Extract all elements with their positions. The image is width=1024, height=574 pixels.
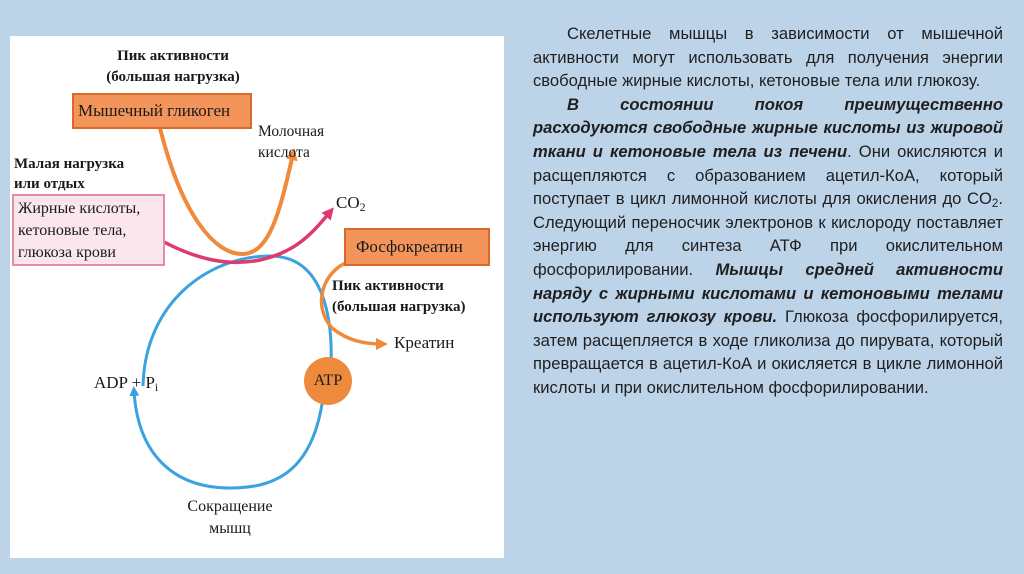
paragraph-2-part2: . Следующий переносчик электронов к кислороду поставляет энергию для синтеза АТФ при окислительном фосфорилировании.	[533, 189, 1003, 279]
muscle-contraction-label	[170, 496, 290, 540]
peak-right-line2: (большая нагрузка)	[332, 299, 466, 315]
blue-cycle-arc-upper	[143, 256, 331, 386]
adp-pi-label	[94, 373, 158, 393]
lactic-acid-label	[258, 121, 324, 163]
diagram-panel	[10, 36, 504, 558]
low-load-label	[14, 154, 124, 194]
peak-activity-label-top	[88, 46, 258, 88]
lactic-line2: кислота	[258, 144, 310, 161]
paragraph-2	[533, 93, 1003, 400]
adp-sub: i	[154, 380, 159, 394]
fuels-line3: глюкоза крови	[18, 244, 116, 261]
co2-subscript: 2	[991, 197, 999, 211]
fuels-line1: Жирные кислоты,	[18, 200, 141, 217]
blue-cycle-arc-lower	[134, 391, 322, 488]
fuels-line2: кетоновые тела,	[18, 222, 127, 239]
contraction-line2: мышц	[209, 520, 251, 537]
glycogen-box: Мышечный гликоген	[72, 93, 252, 129]
medium-activity-emphasis: Мышцы средней активности наряду с жирными кислотами и кетоновыми телами используют глюкозу крови.	[533, 259, 1003, 327]
peak-top-line2: (большая нагрузка)	[106, 69, 240, 85]
contraction-line1: Сокращение	[187, 498, 273, 515]
paragraph-2-part1: . Они окисляются и расщепляются с образованием ацетил-КоА, который поступает в цикл лимонной кислоты для окисления до CO	[533, 141, 1003, 209]
co2-main: CO	[336, 193, 360, 212]
fuels-box	[12, 194, 165, 266]
adp-main: ADP + P	[94, 373, 155, 392]
co2-sub: 2	[359, 200, 366, 214]
low-load-line1: Малая нагрузка	[14, 156, 125, 172]
creatine-label: Креатин	[394, 333, 455, 352]
explanation-text	[533, 22, 1003, 400]
paragraph-2-part3: Глюкоза фосфорилируется, затем расщепляется в ходе гликолиза до пирувата, который превращается в ацетил-КоА и окисляется в цикле лимонной кислоты и при окислительном фосфорилировании.	[533, 307, 1004, 397]
atp-node: ATP	[304, 357, 352, 405]
paragraph-1: Скелетные мышцы в зависимости от мышечной активности могут использовать для получения энергии свободные жирные кислоты, кетоновые тела или глюкозу.	[533, 24, 1003, 91]
low-load-line2: или отдых	[14, 176, 85, 192]
peak-activity-label-right	[332, 276, 466, 318]
peak-top-line1: Пик активности	[117, 48, 229, 64]
co2-label	[336, 193, 366, 213]
rest-state-emphasis: В состоянии покоя преимущественно расходуются свободные жирные кислоты из жировой ткани и кетоновые тела из печени	[533, 94, 1003, 161]
peak-right-line1: Пик активности	[332, 278, 444, 294]
phosphocreatine-box: Фосфокреатин	[344, 228, 490, 266]
lactic-line1: Молочная	[258, 123, 325, 140]
